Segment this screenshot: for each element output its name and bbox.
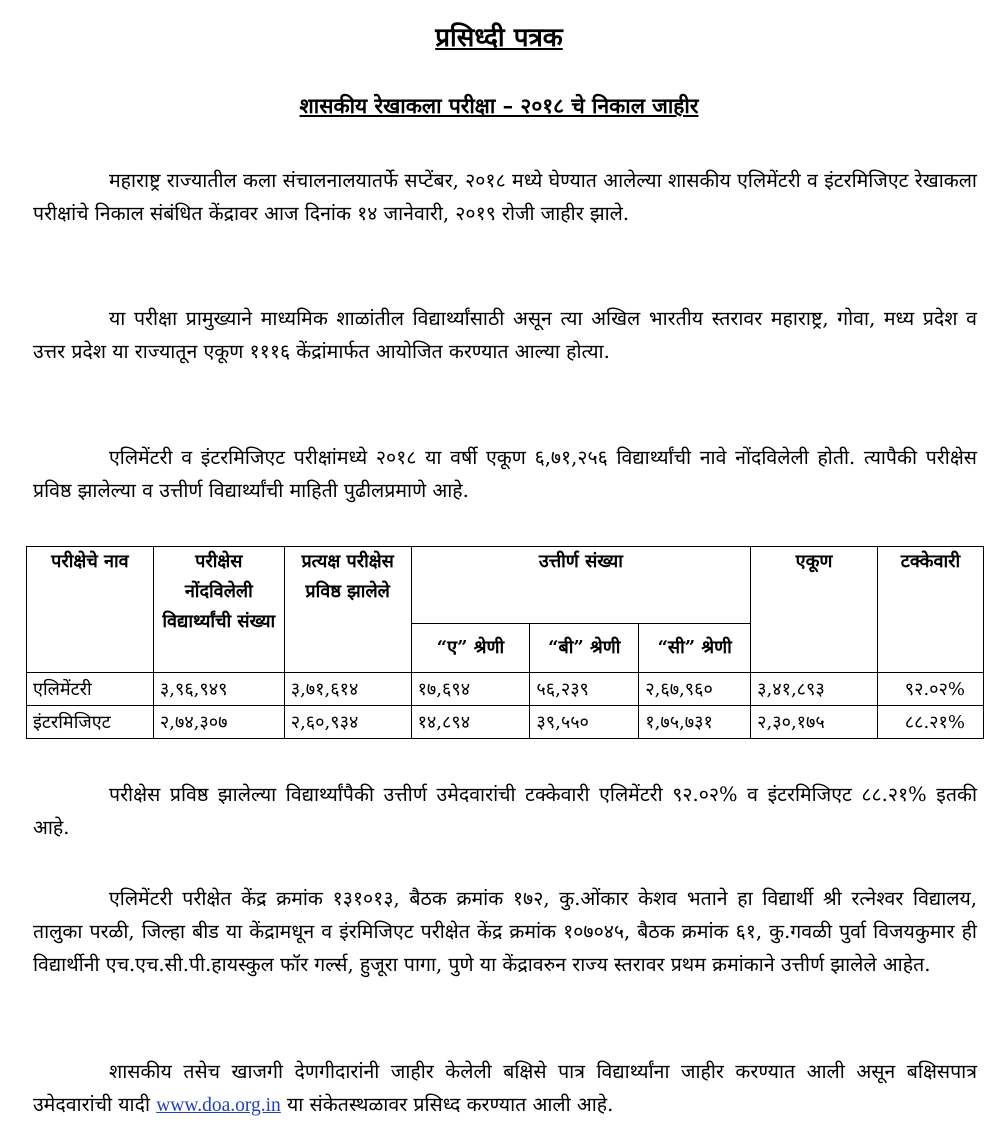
header-appeared: प्रत्यक्ष परीक्षेस प्रविष्ठ झालेले — [284, 547, 411, 673]
header-percentage: टक्केवारी — [877, 547, 983, 673]
cell-grade-c: १,७५,७३१ — [639, 706, 751, 739]
cell-registered: २,७४,३०७ — [153, 706, 284, 739]
cell-grade-b: ३९,५५० — [530, 706, 639, 739]
page-subtitle: शासकीय रेखाकला परीक्षा – २०१८ चे निकाल जाहीर — [299, 93, 699, 118]
paragraph-pass-percentage: परीक्षेस प्रविष्ठ झालेल्या विद्यार्थ्यांपैकी उत्तीर्ण उमेदवारांची टक्केवारी एलिमेंटरी ९२.०२% व इंटरमिजिएट ८८.२१% इतकी आहे. — [33, 783, 977, 839]
prize-list-text-before: शासकीय तसेच खाजगी देणगीदारांनी जाहीर केलेली बक्षिसे पात्र विद्यार्थ्यांना जाहीर करण्यात आली असून बक्षिसपात्र उमेदवारांची यादी — [33, 1060, 977, 1116]
header-passed: उत्तीर्ण संख्या — [411, 547, 751, 624]
prize-list-text-after: या संकेतस्थळावर प्रसिध्द करण्यात आली आहे. — [280, 1093, 614, 1116]
paragraph-results-announcement: महाराष्ट्र राज्यातील कला संचालनालयातर्फे सप्टेंबर, २०१८ मध्ये घेण्यात आलेल्या शासकीय एलिमेंटरी व इंटरमिजिएट रेखाकला परीक्षांचे निकाल संबंधित केंद्रावर आज दिनांक १४ जानेवारी, २०१९ रोजी जाहीर झाले. — [33, 169, 977, 225]
table-row — [27, 706, 984, 739]
paragraph-toppers: एलिमेंटरी परीक्षेत केंद्र क्रमांक १३१०१३, बैठक क्रमांक १७२, कु.ओंकार केशव भताने हा विद्यार्थी श्री रत्नेश्वर विद्यालय, तालुका परळी, जिल्हा बीड या केंद्रामधून व इंरमिजिएट परीक्षेत केंद्र क्रमांक १०७०४५, बैठक क्रमांक ६१, कु.गवळी पुर्वा विजयकुमार ही विद्यार्थीनी एच.एच.सी.पी.हायस्कुल फॉर गर्ल्स, हुजूरा पागा, पुणे या केंद्रावरुन राज्य स्तरावर प्रथम क्रमांकाने उत्तीर्ण झालेले आहेत. — [33, 887, 977, 976]
table-row — [27, 673, 984, 706]
cell-percentage: ८८.२१% — [877, 706, 983, 739]
paragraph-exam-scope: या परीक्षा प्रामुख्याने माध्यमिक शाळांतील विद्यार्थ्यांसाठी असून त्या अखिल भारतीय स्तरावर महाराष्ट्र, गोवा, मध्य प्रदेश व उत्तर प्रदेश या राज्यातून एकूण १११६ केंद्रांमार्फत आयोजित करण्यात आल्या होत्या. — [33, 307, 977, 363]
header-grade-a: “ए” श्रेणी — [411, 624, 530, 673]
cell-grade-c: २,६७,९६० — [639, 673, 751, 706]
cell-registered: ३,९६,९४९ — [153, 673, 284, 706]
paragraph-prize-list — [33, 1055, 977, 1122]
cell-grade-a: १७,६९४ — [411, 673, 530, 706]
cell-grade-b: ५६,२३९ — [530, 673, 639, 706]
website-link[interactable]: www.doa.org.in — [156, 1095, 281, 1116]
cell-exam-name: एलिमेंटरी — [27, 673, 154, 706]
results-table — [26, 546, 984, 739]
header-total: एकूण — [751, 547, 878, 673]
header-grade-c: “सी” श्रेणी — [639, 624, 751, 673]
page-title: प्रसिध्दी पत्रक — [435, 23, 563, 53]
cell-total: २,३०,१७५ — [751, 706, 878, 739]
header-exam-name: परीक्षेचे नाव — [27, 547, 154, 673]
cell-total: ३,४१,८९३ — [751, 673, 878, 706]
header-grade-b: “बी” श्रेणी — [530, 624, 639, 673]
header-registered: परीक्षेस नोंदविलेली विद्यार्थ्यांची संख्या — [153, 547, 284, 673]
cell-percentage: ९२.०२% — [877, 673, 983, 706]
paragraph-registration-count: एलिमेंटरी व इंटरमिजिएट परीक्षांमध्ये २०१८ या वर्षी एकूण ६,७१,२५६ विद्यार्थ्यांची नावे नोंदविलेली होती. त्यापैकी परीक्षेस प्रविष्ठ झालेल्या व उत्तीर्ण विद्यार्थ्यांची माहिती पुढीलप्रमाणे आहे. — [33, 446, 977, 502]
cell-grade-a: १४,८९४ — [411, 706, 530, 739]
cell-exam-name: इंटरमिजिएट — [27, 706, 154, 739]
cell-appeared: ३,७१,६१४ — [284, 673, 411, 706]
cell-appeared: २,६०,९३४ — [284, 706, 411, 739]
table-header-row — [27, 547, 984, 624]
